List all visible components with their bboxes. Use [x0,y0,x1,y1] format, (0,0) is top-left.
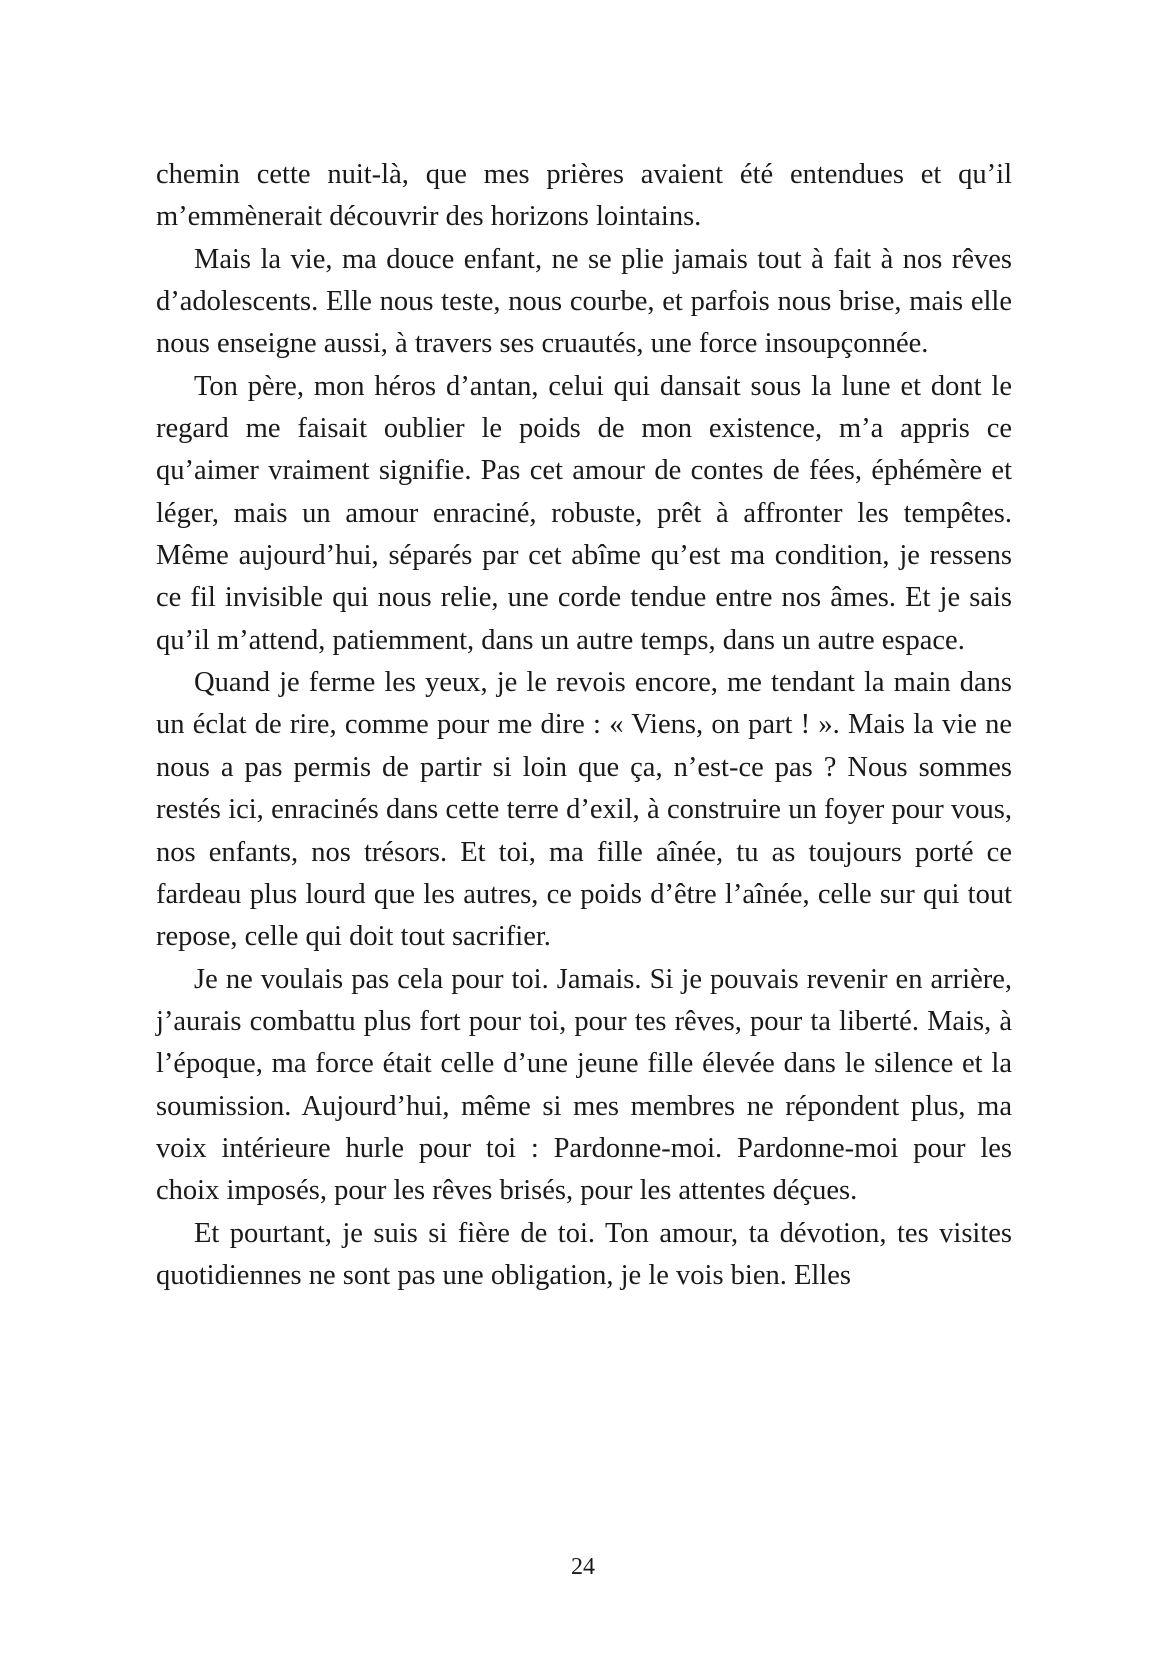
paragraph-1: chemin cette nuit-là, que mes prières avaient été entendues et qu’il m’emmènerait découvrir des horizons lointains. [156,159,1012,233]
paragraph-4: Quand je ferme les yeux, je le revois encore, me tendant la main dans un éclat de rire, comme pour me dire : « Viens, on part ! ». Mais la vie ne nous a pas permis de partir si loin que ça, n’est-ce pas ? Nous sommes restés ici, enracinés dans cette terre d’exil, à construire un foyer pour vous, nos enfants, nos trésors. Et toi, ma fille aînée, tu as toujours porté ce fardeau plus lourd que les autres, ce poids d’être l’aînée, celle sur qui tout repose, celle qui doit tout sacrifier. [156,667,1012,953]
paragraph-6: Et pourtant, je suis si fière de toi. Ton amour, ta dévotion, tes visites quotidiennes ne sont pas une obligation, je le vois bien. Elles [156,1217,1012,1291]
page-number: 24 [571,1554,595,1580]
paragraph-3: Ton père, mon héros d’antan, celui qui dansait sous la lune et dont le regard me faisait oublier le poids de mon existence, m’a appris ce qu’aimer vraiment signifie. Pas cet amour de contes de fées, éphémère et léger, mais un amour enraciné, robuste, prêt à affronter les tempêtes. Même aujourd’hui, séparés par cet abîme qu’est ma condition, je ressens ce fil invisible qui nous relie, une corde tendue entre nos âmes. Et je sais qu’il m’attend, patiemment, dans un autre temps, dans un autre espace. [156,370,1012,656]
body-text [156,154,1012,1297]
paragraph-5: Je ne voulais pas cela pour toi. Jamais. Si je pouvais revenir en arrière, j’aurais combattu plus fort pour toi, pour tes rêves, pour ta liberté. Mais, à l’époque, ma force était celle d’une jeune fille élevée dans le silence et la soumission. Aujourd’hui, même si mes membres ne répondent plus, ma voix intérieure hurle pour toi : Pardonne-moi. Pardonne-moi pour les choix imposés, pour les rêves brisés, pour les attentes déçues. [156,963,1012,1207]
paragraph-2: Mais la vie, ma douce enfant, ne se plie jamais tout à fait à nos rêves d’adolescents. Elle nous teste, nous courbe, et parfois nous brise, mais elle nous enseigne aussi, à travers ses cruautés, une force insoupçonnée. [156,243,1012,360]
